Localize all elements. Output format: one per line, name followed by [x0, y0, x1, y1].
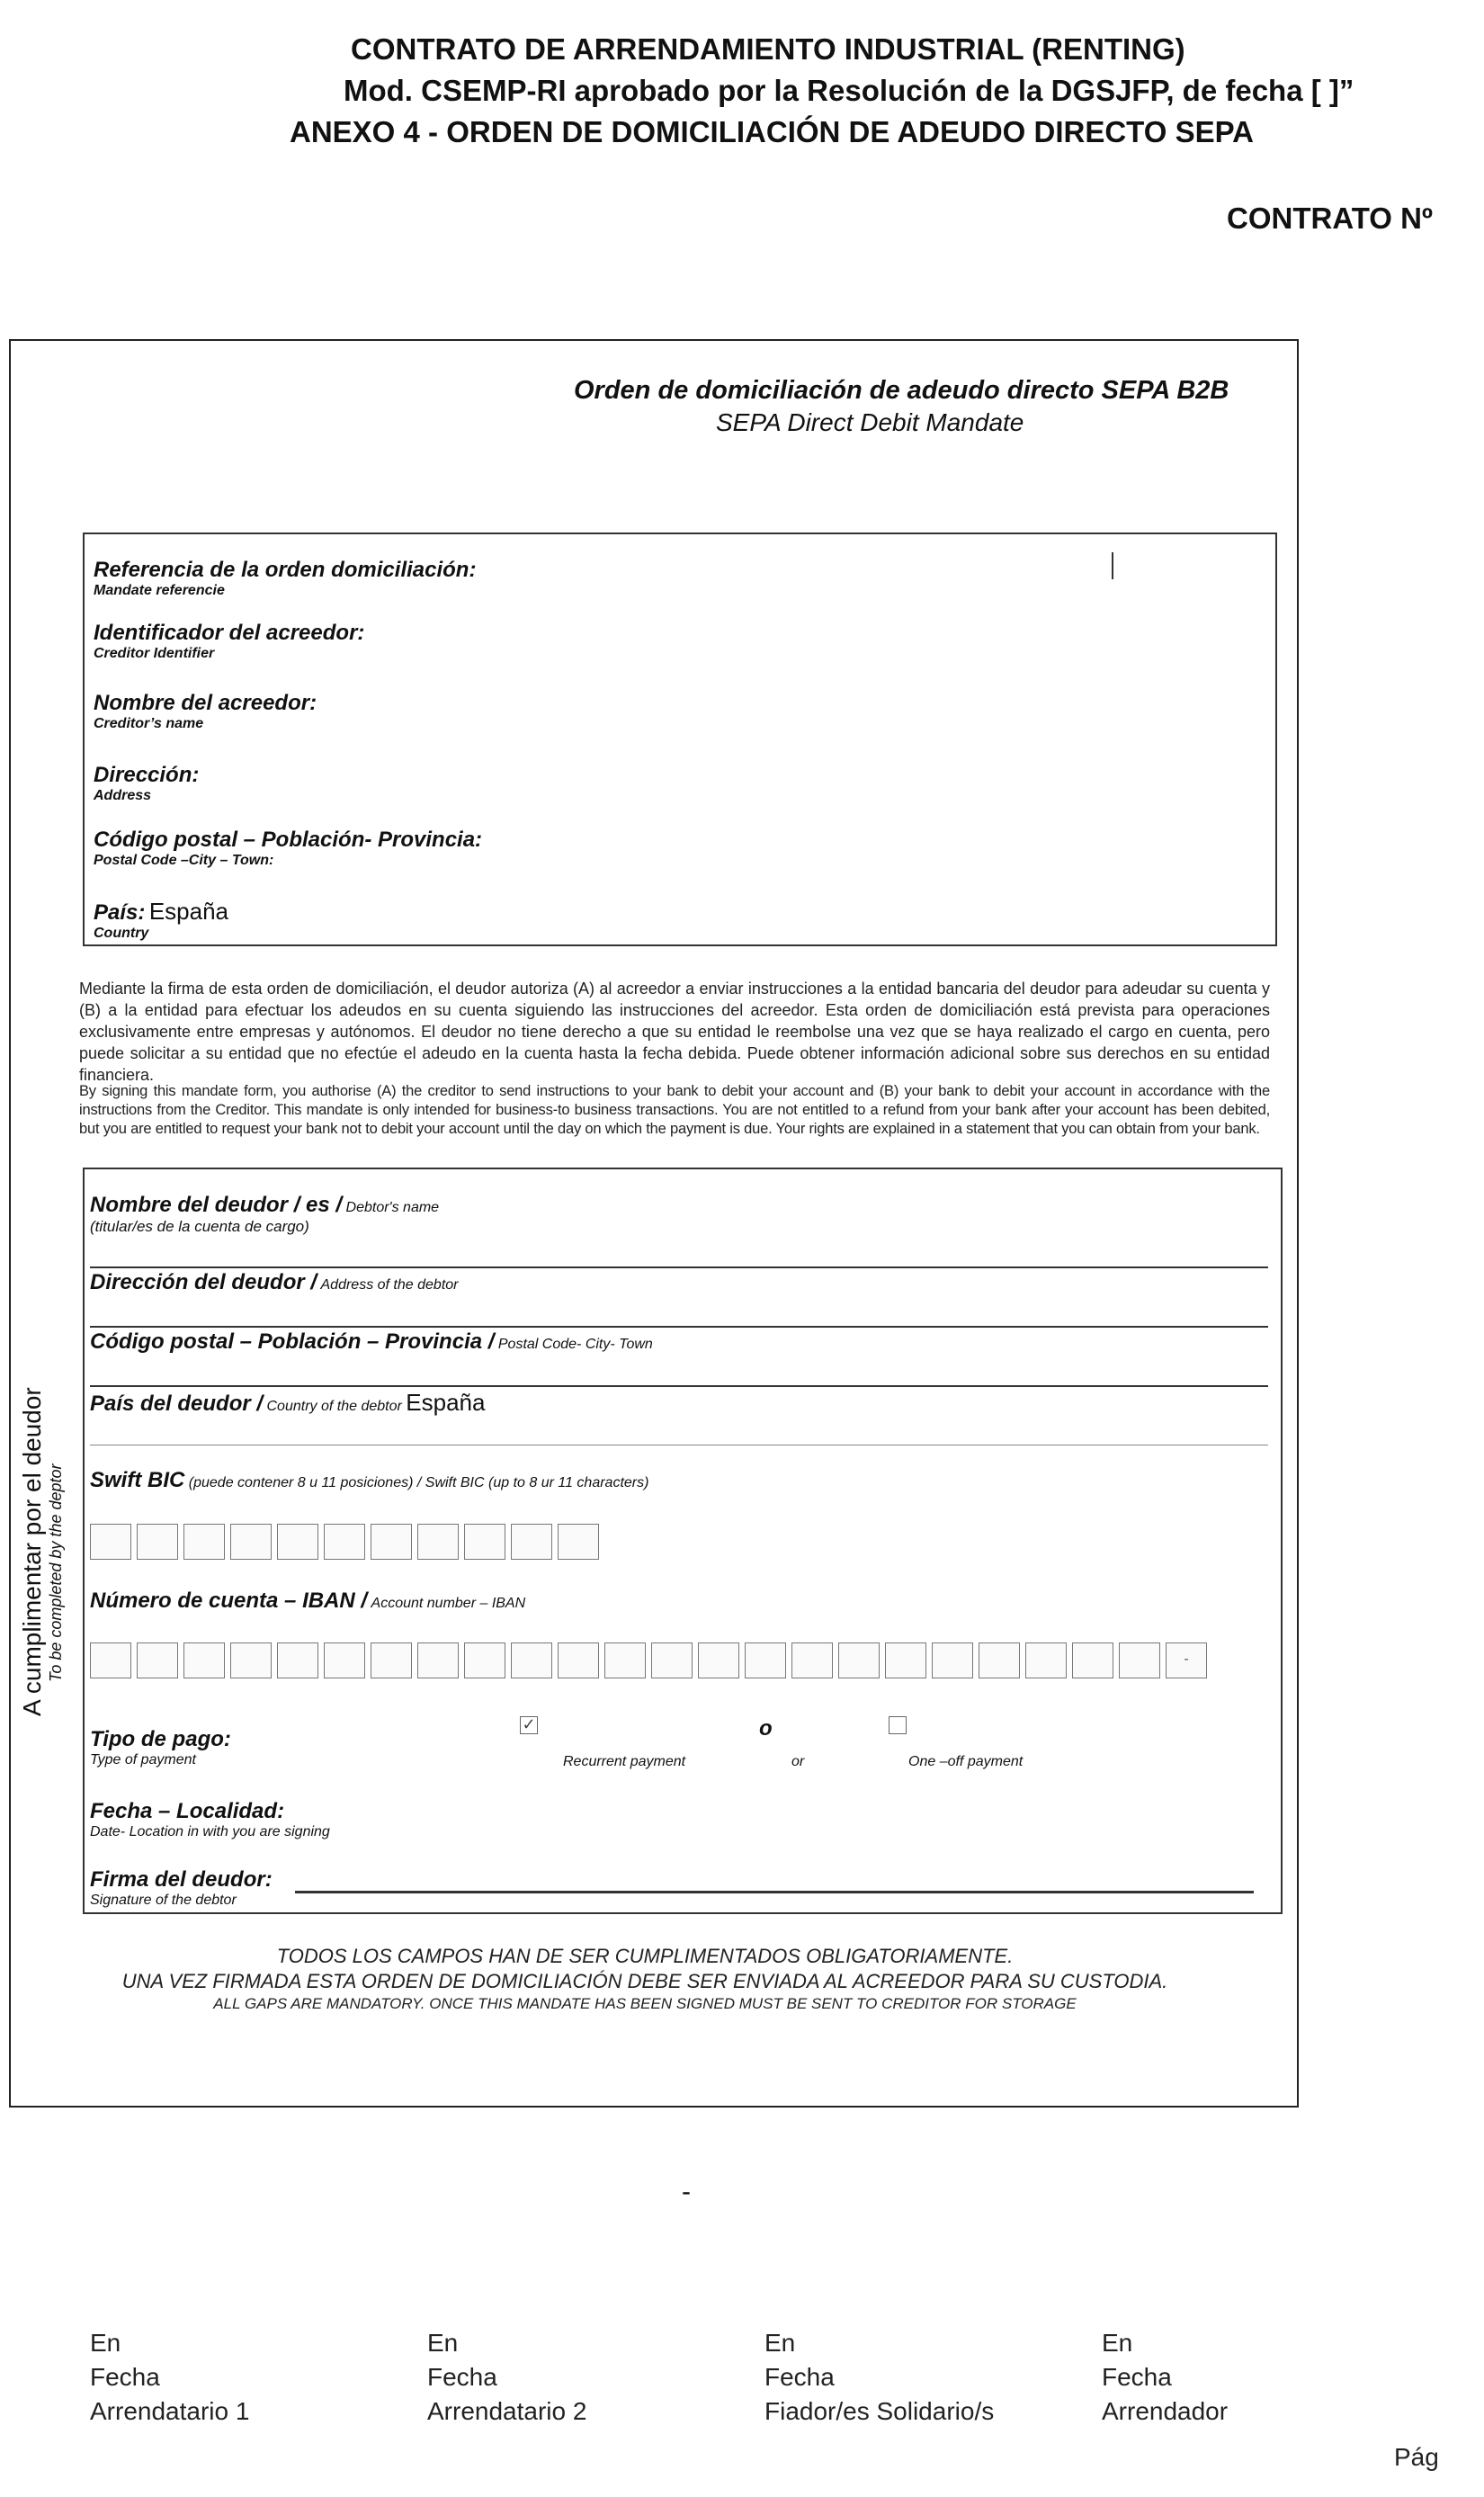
field-label: Código postal – Población- Provincia: — [94, 828, 483, 852]
field-label: Dirección: — [94, 763, 200, 787]
iban-char-cell[interactable] — [979, 1642, 1020, 1678]
field-label: Tipo de pago: — [90, 1727, 231, 1751]
place-label: En — [764, 2329, 796, 2357]
text-cursor — [1112, 552, 1113, 579]
swift-char-cell[interactable] — [277, 1524, 318, 1560]
role-label: Fiador/es Solidario/s — [764, 2397, 995, 2425]
swift-char-cell[interactable] — [324, 1524, 365, 1560]
field-label-en: (puede contener 8 u 11 posiciones) / Swift BIC (up to 8 ur 11 characters) — [188, 1475, 649, 1490]
iban-char-cell[interactable] — [604, 1642, 646, 1678]
debtor-postal-line — [90, 1385, 1268, 1387]
date-label: Fecha — [1102, 2363, 1172, 2391]
iban-char-cell[interactable] — [791, 1642, 833, 1678]
field-sublabel: Country — [94, 926, 149, 941]
signature-block-arrendador — [1102, 2326, 1228, 2429]
debtor-address-line — [90, 1326, 1268, 1328]
iban-char-cell[interactable] — [277, 1642, 318, 1678]
doc-annex-title: ANEXO 4 - ORDEN DE DOMICILIACIÓN DE ADEUDO DIRECTO SEPA — [290, 115, 1254, 148]
form-title: Orden de domiciliación de adeudo directo SEPA B2B — [574, 376, 1229, 405]
field-label-en: Address of the debtor — [320, 1277, 459, 1293]
iban-input[interactable] — [90, 1642, 1207, 1678]
iban-char-cell[interactable] — [651, 1642, 693, 1678]
form-subtitle: SEPA Direct Debit Mandate — [716, 408, 1024, 436]
role-label: Arrendatario 1 — [90, 2397, 250, 2425]
field-sublabel: (titular/es de la cuenta de cargo) — [90, 1218, 309, 1235]
payment-type-label — [90, 1727, 231, 1768]
iban-last-cell[interactable]: - — [1166, 1642, 1207, 1678]
field-label: Swift BIC — [90, 1468, 185, 1492]
field-sublabel: Mandate referencie — [94, 583, 225, 598]
iban-char-cell[interactable] — [932, 1642, 973, 1678]
creditor-identifier-field[interactable] — [94, 621, 364, 662]
creditor-address-field[interactable] — [94, 763, 199, 804]
recurrent-payment-label: Recurrent payment — [563, 1754, 686, 1769]
signature-line — [295, 1891, 1254, 1893]
creditor-country-field[interactable] — [94, 898, 228, 942]
field-label: Número de cuenta – IBAN / — [90, 1589, 368, 1613]
footer-note-2: UNA VEZ FIRMADA ESTA ORDEN DE DOMICILIACIÓN DEBE SER ENVIADA AL ACREEDOR PARA SU CUSTODIA. — [121, 1970, 1168, 1992]
recurrent-payment-checkbox[interactable]: ✓ — [520, 1716, 538, 1734]
date-location-field[interactable] — [90, 1799, 330, 1840]
mandate-reference-field[interactable] — [94, 558, 476, 599]
side-label-en: To be completed by the deptor — [47, 1463, 65, 1682]
mandate-text-es: Mediante la firma de esta orden de domiciliación, el deudor autoriza (A) al acreedor a enviar instrucciones a la entidad bancaria del deudor para adeudar su cuenta y (B) a la entidad para efectuar los adeudos en su cuenta siguiendo las instrucciones del acreedor. Esta orden de domiciliación está prevista para operaciones exclusivamente entre empresas y autónomos. El deudor no tiene derecho a que su entidad le reembolse una vez que se haya realizado el cargo en cuenta, pero puede solicitar a su entidad que no efectúe el adeudo en la cuenta hasta la fecha debida. Puede obtener información adicional sobre sus derechos en su entidad financiera. — [79, 980, 1270, 1084]
swift-char-cell[interactable] — [230, 1524, 272, 1560]
iban-char-cell[interactable] — [698, 1642, 739, 1678]
iban-char-cell[interactable] — [371, 1642, 412, 1678]
field-label-en: Signature of the debtor — [90, 1893, 237, 1908]
field-label: País: — [94, 900, 146, 925]
date-label: Fecha — [427, 2363, 497, 2391]
doc-model-line: Mod. CSEMP-RI aprobado por la Resolución de la DGSJFP, de fecha [ ]” — [344, 74, 1354, 107]
oneoff-payment-checkbox[interactable] — [889, 1716, 907, 1734]
place-label: En — [90, 2329, 121, 2357]
field-label-en: Account number – IBAN — [371, 1596, 526, 1611]
side-label-es: A cumplimentar por el deudor — [18, 1387, 46, 1716]
field-label: Código postal – Población – Provincia / — [90, 1329, 495, 1354]
field-sublabel: Creditor’s name — [94, 716, 204, 731]
country-value: España — [148, 898, 229, 925]
iban-char-cell[interactable] — [90, 1642, 131, 1678]
debtor-country-field[interactable] — [90, 1389, 485, 1417]
field-label-en: Debtor's name — [345, 1200, 440, 1215]
swift-char-cell[interactable] — [511, 1524, 552, 1560]
debtor-signature-field[interactable] — [90, 1867, 273, 1909]
field-sublabel: Postal Code –City – Town: — [94, 853, 274, 868]
contract-number-label: CONTRATO Nº — [1227, 201, 1433, 235]
footer-note-1: TODOS LOS CAMPOS HAN DE SER CUMPLIMENTADOS OBLIGATORIAMENTE. — [276, 1945, 1014, 1967]
debtor-name-field[interactable] — [90, 1193, 439, 1236]
iban-label — [90, 1589, 525, 1614]
iban-char-cell[interactable] — [464, 1642, 505, 1678]
or-label-es: o — [759, 1716, 773, 1741]
creditor-name-field[interactable] — [94, 691, 317, 732]
debtor-name-line — [90, 1266, 1268, 1268]
swift-char-cell[interactable] — [183, 1524, 225, 1560]
field-sublabel: Address — [94, 788, 152, 803]
signature-block-fiadores — [764, 2326, 994, 2429]
iban-char-cell[interactable] — [230, 1642, 272, 1678]
field-sublabel: Creditor Identifier — [94, 646, 215, 661]
debtor-postal-field[interactable] — [90, 1329, 653, 1355]
iban-char-cell[interactable] — [558, 1642, 599, 1678]
field-label-en: Postal Code- City- Town — [497, 1337, 653, 1352]
role-label: Arrendador — [1102, 2397, 1229, 2425]
date-label: Fecha — [764, 2363, 835, 2391]
iban-char-cell[interactable] — [745, 1642, 786, 1678]
creditor-postal-field[interactable] — [94, 828, 482, 869]
separator-dash: - — [682, 2177, 691, 2206]
field-label-en: Type of payment — [90, 1752, 196, 1768]
field-label: Fecha – Localidad: — [90, 1799, 285, 1823]
iban-char-cell[interactable] — [1025, 1642, 1067, 1678]
swift-char-cell[interactable] — [137, 1524, 178, 1560]
iban-char-cell[interactable] — [838, 1642, 880, 1678]
field-label: Nombre del deudor / es / — [90, 1193, 343, 1217]
doc-title: CONTRATO DE ARRENDAMIENTO INDUSTRIAL (RENTING) — [351, 32, 1185, 66]
place-label: En — [427, 2329, 459, 2357]
debtor-address-field[interactable] — [90, 1270, 458, 1295]
signature-block-arrendatario-2 — [427, 2326, 586, 2429]
swift-bic-label — [90, 1468, 648, 1493]
iban-char-cell[interactable] — [885, 1642, 926, 1678]
field-label-en: Country of the debtor — [266, 1399, 402, 1414]
iban-char-cell[interactable] — [1119, 1642, 1160, 1678]
field-label: Nombre del acreedor: — [94, 691, 317, 715]
iban-char-cell[interactable] — [324, 1642, 365, 1678]
field-label: País del deudor / — [90, 1392, 264, 1416]
mandate-text-en: By signing this mandate form, you authorise (A) the creditor to send instructions to your bank to debit your account and (B) your bank to debit your account in accordance with the instructions from the Creditor. This mandate is only intended for business-to business transactions. You are not entitled to a refund from your bank after your account has been debited, but you are entitled to request your bank not to debit your account until the day on which the payment is due. Your rights are explained in a statement that you can obtain from your bank. — [79, 1083, 1270, 1137]
swift-char-cell[interactable] — [558, 1524, 599, 1560]
field-label: Dirección del deudor / — [90, 1270, 317, 1294]
swift-char-cell[interactable] — [371, 1524, 412, 1560]
field-label: Identificador del acreedor: — [94, 621, 365, 645]
swift-char-cell[interactable] — [464, 1524, 505, 1560]
date-label: Fecha — [90, 2363, 160, 2391]
debtor-country-value: España — [406, 1389, 486, 1416]
role-label: Arrendatario 2 — [427, 2397, 587, 2425]
footer-note-3: ALL GAPS ARE MANDATORY. ONCE THIS MANDATE HAS BEEN SIGNED MUST BE SENT TO CREDITOR FOR STORAGE — [213, 1995, 1077, 2012]
swift-char-cell[interactable] — [417, 1524, 459, 1560]
place-label: En — [1102, 2329, 1133, 2357]
field-label: Firma del deudor: — [90, 1867, 273, 1892]
or-label-en: or — [791, 1754, 805, 1769]
field-label-en: Date- Location in with you are signing — [90, 1824, 330, 1839]
iban-char-cell[interactable] — [511, 1642, 552, 1678]
page-number-label: Pág — [1394, 2443, 1439, 2471]
oneoff-payment-label: One –off payment — [908, 1754, 1024, 1769]
iban-char-cell[interactable] — [183, 1642, 225, 1678]
iban-char-cell[interactable] — [417, 1642, 459, 1678]
signature-block-arrendatario-1 — [90, 2326, 249, 2429]
swift-bic-input[interactable] — [90, 1524, 604, 1560]
iban-char-cell[interactable] — [1072, 1642, 1113, 1678]
iban-char-cell[interactable] — [137, 1642, 178, 1678]
swift-char-cell[interactable] — [90, 1524, 131, 1560]
field-label: Referencia de la orden domiciliación: — [94, 558, 477, 582]
